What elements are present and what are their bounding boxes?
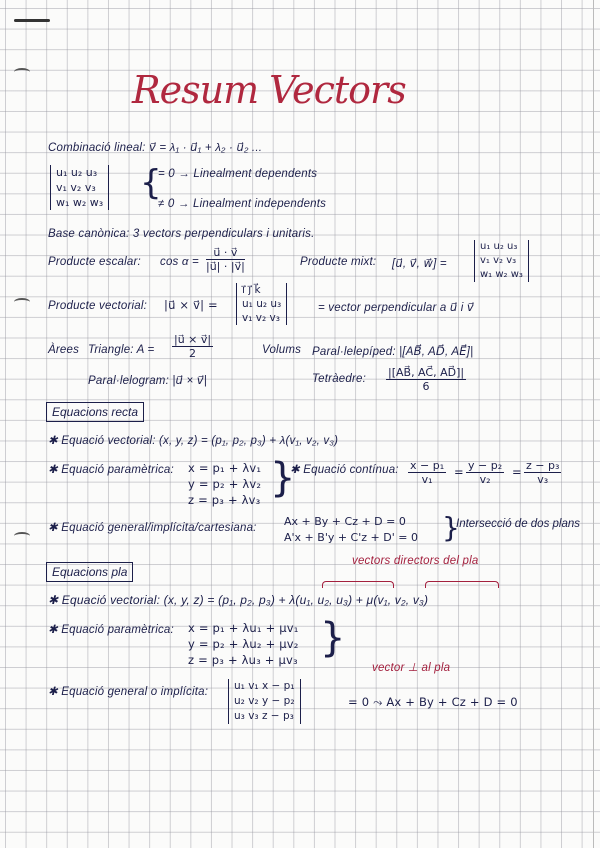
brace: } bbox=[270, 455, 296, 501]
producte-escalar-label: Producte escalar: bbox=[48, 256, 141, 268]
page-edge bbox=[593, 0, 594, 848]
vectorial-matrix bbox=[236, 283, 287, 325]
section-heading-pla: Equacions pla bbox=[46, 562, 133, 582]
vectorial-rhs: = vector perpendicular a u⃗ i v⃗ bbox=[318, 302, 474, 314]
numerator: x − p₁ bbox=[410, 459, 445, 472]
denominator: v₂ bbox=[479, 473, 491, 486]
matrix-row: u₁ u₂ u₃ bbox=[242, 298, 282, 310]
combinacio-lineal: Combinació lineal: v⃗ = λ₁ · u⃗₁ + λ₂ · u⃗₂ ... bbox=[48, 142, 263, 154]
recta-general-label: ✱ Equació general/implícita/cartesiana: bbox=[48, 522, 257, 534]
numerator: |u⃗ × v⃗| bbox=[174, 333, 212, 346]
red-bracket bbox=[425, 581, 499, 588]
matrix-row: u₃ v₃ z − p₃ bbox=[234, 710, 294, 722]
pla-parametrica-label: ✱ Equació paramètrica: bbox=[48, 624, 174, 636]
pla-vectorial: ✱ Equació vectorial: (x, y, z) = (p₁, p₂, p₃) + λ(u₁, u₂, u₃) + μ(v₁, v₂, v₃) bbox=[48, 593, 429, 607]
dependents-text: = 0 → Linealment dependents bbox=[158, 168, 318, 180]
matrix-row: v₁ v₂ v₃ bbox=[56, 181, 96, 194]
paralelogram: Paral·lelogram: |u⃗ × v⃗| bbox=[88, 375, 207, 387]
equation-line: z = p₃ + λv₃ bbox=[188, 493, 261, 507]
determinant-matrix bbox=[50, 165, 109, 210]
equation-line: x = p₁ + λv₁ bbox=[188, 461, 262, 475]
paralelepiped: Paral·lelepíped: |[AB⃗, AD⃗, AE⃗]| bbox=[312, 346, 474, 358]
recta-general bbox=[284, 514, 418, 546]
punch-hole bbox=[14, 298, 30, 306]
recta-parametrica bbox=[188, 460, 261, 508]
recta-vectorial: ✱ Equació vectorial: (x, y, z) = (p₁, p₂, p₃) + λ(v₁, v₂, v₃) bbox=[48, 435, 339, 447]
pla-parametrica bbox=[188, 620, 299, 668]
tetraedre-label: Tetràedre: bbox=[312, 373, 366, 385]
denominator: 2 bbox=[189, 347, 197, 360]
producte-mixt-lhs: [u⃗, v⃗, w⃗] = bbox=[392, 258, 447, 270]
continua-fraction bbox=[524, 459, 561, 486]
equation-line: y = p₂ + λv₂ bbox=[188, 477, 262, 491]
continua-fraction bbox=[466, 459, 504, 486]
triangle-label: Triangle: A = bbox=[88, 344, 155, 356]
matrix-row: w₁ w₂ w₃ bbox=[480, 269, 523, 280]
section-heading-recta: Equacions recta bbox=[46, 402, 144, 422]
equation-line: z = p₃ + λu₃ + μv₃ bbox=[188, 653, 298, 667]
cross-product: |u⃗ × v⃗| = bbox=[164, 298, 218, 312]
producte-vectorial-label: Producte vectorial: bbox=[48, 300, 148, 312]
pla-general-result: = 0 ⤳ Ax + By + Cz + D = 0 bbox=[348, 695, 518, 709]
matrix-row: u₁ v₁ x − p₁ bbox=[234, 680, 295, 692]
denominator: |u⃗| · |v⃗| bbox=[206, 260, 245, 273]
denominator: 6 bbox=[422, 380, 430, 393]
base-canonica: Base canònica: 3 vectors perpendiculars i unitaris. bbox=[48, 228, 315, 240]
pla-matrix bbox=[228, 679, 301, 724]
numerator: |[AB⃗, AC⃗, AD⃗]| bbox=[388, 366, 465, 379]
equation-line: Ax + By + Cz + D = 0 bbox=[284, 515, 406, 528]
page-mark bbox=[14, 19, 50, 22]
triangle-fraction bbox=[172, 333, 213, 360]
numerator: y − p₂ bbox=[468, 459, 503, 472]
cos-alpha: cos α = bbox=[160, 256, 199, 268]
matrix-row: u₁ u₂ u₃ bbox=[480, 241, 518, 252]
numerator: u⃗ · v⃗ bbox=[206, 246, 245, 260]
equation-line: y = p₂ + λu₂ + μv₂ bbox=[188, 637, 299, 651]
punch-hole bbox=[14, 68, 30, 76]
tetraedre-fraction bbox=[386, 366, 466, 393]
brace: } bbox=[320, 615, 346, 661]
punch-hole bbox=[14, 532, 30, 540]
arees-label: Àrees bbox=[48, 344, 80, 356]
denominator: v₃ bbox=[537, 473, 549, 486]
annotation-directors: vectors directors del pla bbox=[352, 555, 479, 567]
recta-parametrica-label: ✱ Equació paramètrica: bbox=[48, 464, 174, 476]
matrix-row: i⃗ j⃗ k⃗ bbox=[242, 284, 261, 296]
matrix-row: w₁ w₂ w₃ bbox=[56, 196, 104, 209]
escalar-fraction bbox=[206, 246, 245, 273]
pla-general-label: ✱ Equació general o implícita: bbox=[48, 686, 209, 698]
matrix-row: u₁ u₂ u₃ bbox=[56, 166, 98, 179]
continua-fraction bbox=[408, 459, 446, 486]
mixt-matrix bbox=[474, 240, 529, 282]
brace: { bbox=[140, 163, 162, 203]
numerator: z − p₃ bbox=[526, 459, 560, 472]
matrix-row: u₂ v₂ y − p₂ bbox=[234, 695, 295, 707]
producte-mixt-label: Producte mixt: bbox=[300, 256, 377, 268]
red-bracket bbox=[322, 581, 394, 588]
matrix-row: v₁ v₂ v₃ bbox=[242, 312, 280, 324]
page-title: Resum Vectors bbox=[132, 68, 406, 112]
independents-text: ≠ 0 → Linealment independents bbox=[158, 198, 327, 210]
equals: = bbox=[512, 465, 522, 479]
equals: = bbox=[454, 465, 464, 479]
matrix-row: v₁ v₂ v₃ bbox=[480, 255, 517, 266]
equation-line: A'x + B'y + C'z + D' = 0 bbox=[284, 531, 418, 544]
recta-continua-label: ✱ Equació contínua: bbox=[290, 464, 399, 476]
equation-line: x = p₁ + λu₁ + μv₁ bbox=[188, 621, 299, 635]
interseccio-text: Intersecció de dos plans bbox=[456, 518, 581, 530]
denominator: v₁ bbox=[421, 473, 433, 486]
brace: } bbox=[442, 511, 460, 544]
volums-label: Volums bbox=[262, 344, 302, 356]
annotation-perpendicular: vector ⊥ al pla bbox=[372, 662, 451, 674]
